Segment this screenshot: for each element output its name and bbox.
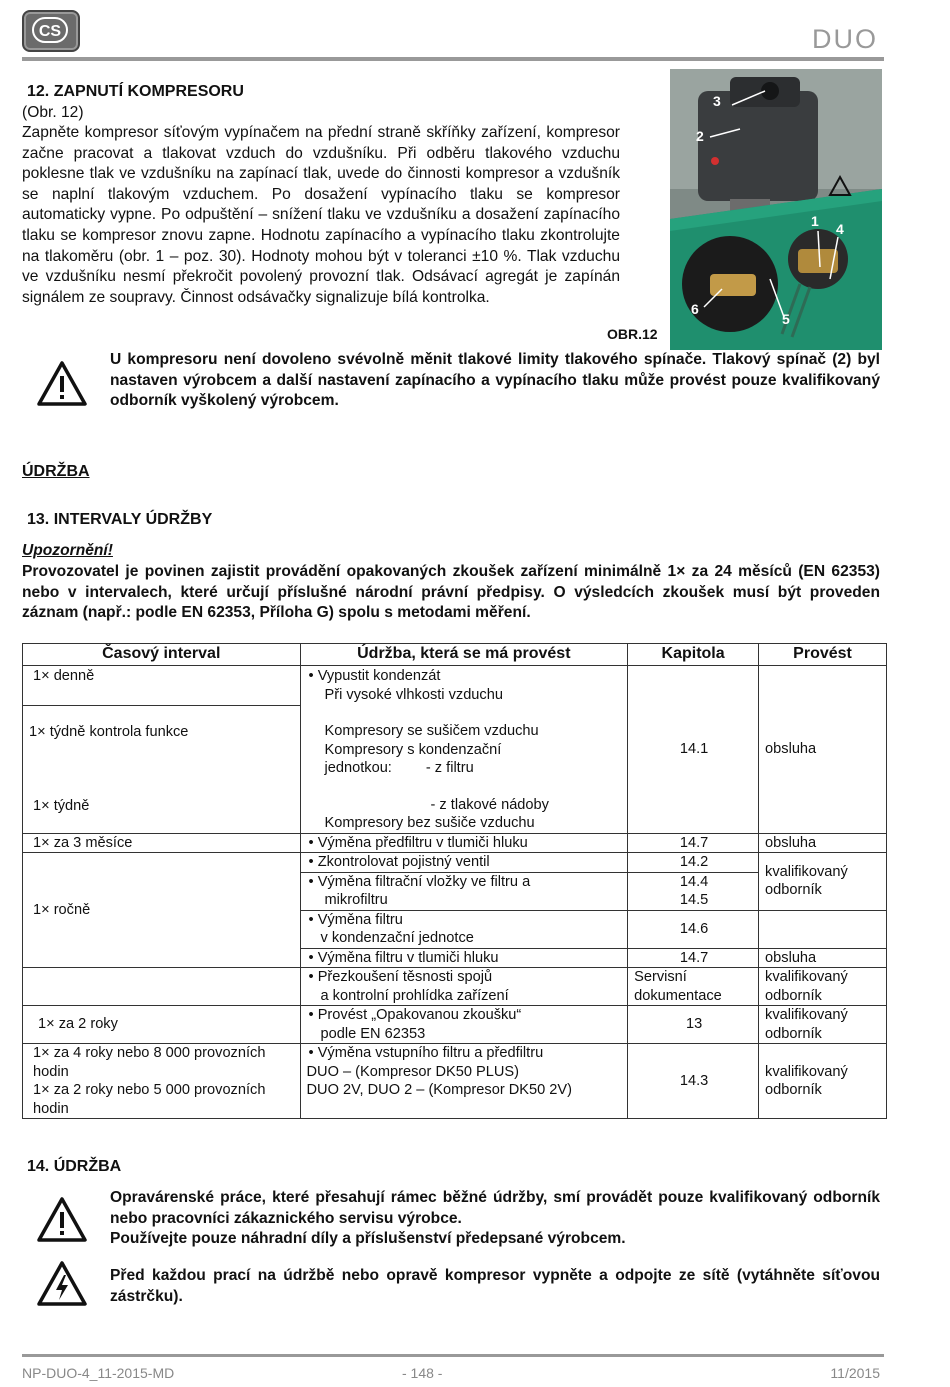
who-cell: obsluha <box>759 666 887 834</box>
chapter-cell: 14.7 <box>628 833 759 853</box>
task-cell: • Výměna filtru v tlumiči hluku <box>309 950 499 966</box>
task-cell: • Zkontrolovat pojistný ventil <box>309 854 490 870</box>
task-line: • Výměna filtrační vložky ve filtru a <box>309 873 624 892</box>
task-line: DUO – (Kompresor DK50 PLUS) <box>306 1063 520 1080</box>
callout-5: 5 <box>782 311 790 327</box>
table-row <box>23 833 887 853</box>
who-line: odborník <box>765 882 822 899</box>
who-line: kvalifikovaný <box>765 969 848 985</box>
task-line: • Výměna filtru <box>309 911 624 930</box>
section-14-warning-2: Před každou prací na údržbě nebo opravě kompresor vypněte a odpojte ze sítě (vytáhněte síťovou zástrčku). <box>110 1267 880 1305</box>
who-cell <box>759 1006 887 1044</box>
table-header-row <box>23 644 887 666</box>
interval-cell <box>23 1044 301 1119</box>
interval-cell-empty <box>23 968 301 1006</box>
task-line: podle EN 62353 <box>320 1025 426 1042</box>
chapter-line: dokumentace <box>634 987 722 1004</box>
section-14-title: 14. ÚDRŽBA <box>27 1158 122 1175</box>
task-with-condenser: Kompresory s kondenzační <box>324 741 502 758</box>
header-who: Provést <box>759 644 887 666</box>
who-line: kvalifikovaný <box>765 1007 848 1023</box>
table-row <box>23 1006 887 1044</box>
who-cell: obsluha <box>759 833 887 853</box>
task-with-dryer: Kompresory se sušičem vzduchu <box>324 723 539 739</box>
who-cell <box>759 968 887 1006</box>
who-line: kvalifikovaný <box>765 863 848 880</box>
chapter-cell: 14.1 <box>628 666 759 834</box>
callout-3: 3 <box>713 93 721 109</box>
warning-triangle-icon <box>37 1196 87 1242</box>
section-13-title: 13. INTERVALY ÚDRŽBY <box>27 511 213 528</box>
chapter-cell: 14.7 <box>628 948 759 968</box>
task-line: • Provést „Opakovanou zkoušku“ <box>309 1006 624 1025</box>
section-12-warning: U kompresoru není dovoleno svévolně měnit tlakové limity tlakového spínače. Tlakový spínač (2) byl nastaven výrobcem a další nastavení zapínacího a vypínacího tlaku může provést pouze kvalifikovaný odborník vyškolený výrobcem. <box>110 351 880 410</box>
header-rule <box>22 57 884 61</box>
notice-label: Upozornění! <box>22 542 113 559</box>
warning-triangle-icon <box>37 360 87 406</box>
who-cell <box>759 1044 887 1119</box>
table-row <box>23 853 887 873</box>
language-badge-label: CS <box>32 17 68 43</box>
task-line: mikrofiltru <box>324 892 388 908</box>
chapter-cell <box>628 872 759 910</box>
task-line: • Přezkoušení těsnosti spojů <box>309 968 624 987</box>
task-line: DUO 2V, DUO 2 – (Kompresor DK50 2V) <box>306 1082 573 1098</box>
section-14-warning-1: Opravárenské práce, které přesahují rámec běžné údržby, smí provádět pouze kvalifikovaný odborník nebo pracovníci zákaznického servisu výrobce. <box>110 1189 880 1227</box>
task-cell: • Výměna předfiltru v tlumiči hluku <box>309 835 528 851</box>
chapter-cell: 14.3 <box>628 1044 759 1119</box>
task-line: • Výměna vstupního filtru a předfiltru <box>307 1044 624 1063</box>
task-cell <box>300 968 628 1006</box>
notice-text: Provozovatel je povinen zajistit provádění opakovaných zkoušek zařízení minimálně 1× za 24 měsíců (EN 62353) nebo v intervalech, které určují příslušné národní právní předpisy. O výsledcích zkoušek musí být proveden záznam (např.: podle EN 62353, Příloha G) spolu s metodami měření. <box>22 563 880 622</box>
chapter-line: 14.5 <box>679 892 709 908</box>
header-interval: Časový interval <box>23 644 301 666</box>
who-line: odborník <box>765 1082 822 1098</box>
table-row <box>23 666 887 834</box>
who-line: odborník <box>765 987 822 1004</box>
who-line: odborník <box>765 1025 822 1042</box>
chapter-cell: 14.6 <box>628 910 759 948</box>
chapter-cell <box>628 968 759 1006</box>
section-12-title: 12. ZAPNUTÍ KOMPRESORU <box>27 83 244 100</box>
who-line: kvalifikovaný <box>765 1063 848 1080</box>
interval-weekly-check: 1× týdně kontrola funkce <box>29 724 189 740</box>
maintenance-heading: ÚDRŽBA <box>22 463 90 480</box>
table-row <box>23 1044 887 1119</box>
task-from-tank: - z tlakové nádoby <box>430 796 549 813</box>
interval-line: 1× za 2 roky nebo 5 000 provozních <box>33 1082 266 1098</box>
task-cell <box>300 1044 628 1119</box>
chapter-cell: 14.2 <box>628 853 759 873</box>
interval-line: 1× za 4 roky nebo 8 000 provozních <box>33 1045 266 1061</box>
task-from-filter: - z filtru <box>425 760 474 776</box>
maintenance-intervals-table <box>22 643 887 1119</box>
chapter-line: Servisní <box>634 969 687 985</box>
figure-12-photo <box>670 69 882 350</box>
interval-cell <box>23 666 301 834</box>
task-high-humidity: Při vysoké vlhkosti vzduchu <box>324 686 503 703</box>
task-cell <box>300 1006 628 1044</box>
callout-6: 6 <box>691 301 699 317</box>
task-drain-condensate: • Vypustit kondenzát <box>309 667 628 686</box>
chapter-line: 14.4 <box>679 873 709 890</box>
model-name: DUO <box>812 24 878 54</box>
section-14-warning-parts: Používejte pouze náhradní díly a příslušenství předepsané výrobcem. <box>110 1230 626 1247</box>
header-task: Údržba, která se má provést <box>300 644 628 666</box>
task-unit-label: jednotkou: <box>324 760 392 776</box>
who-cell-empty <box>759 910 887 948</box>
footer-rule <box>22 1354 884 1357</box>
language-badge <box>22 10 80 52</box>
header-chapter: Kapitola <box>628 644 759 666</box>
task-cell <box>300 872 628 910</box>
table-row <box>23 968 887 1006</box>
compressor-photo-illustration <box>670 69 882 350</box>
footer-doc-id: NP-DUO-4_11-2015-MD <box>22 1365 175 1381</box>
interval-line: hodin <box>33 1100 69 1117</box>
section-12-figure-ref: (Obr. 12) <box>22 104 84 121</box>
figure-12-label: OBR.12 <box>607 326 658 342</box>
callout-4: 4 <box>836 221 844 237</box>
section-12-body: Zapněte kompresor síťovým vypínačem na přední straně skříňky zařízení, kompresor začne pracovat a tlakovat vzduch do vzdušníku. Při odběru tlakového vzduchu poklesne tlak ve vzdušníku na zapínací tlak, uvede do činnosti kompresor a vzdušník se naplní tlakovým vzduchem. Po dosažení vypínacího tlaku se kompresor automaticky vypne. Po odpuštění – snížení tlaku ve vzdušníku a dosažení zapínacího tlaku se kompresor znovu zapne. Hodnotu zapínacího a vypínacího tlaku zkontrolujte na tlakoměru (obr. 1 – poz. 30). Hodnoty mohou být v toleranci ±10 %. Tlak vzduchu ve vzdušníku nesmí překročit povolený provozní tlak. Odsávací agregát je zapínán signálem ze soupravy. Činnost odsávačky signalizuje bílá kontrolka. <box>22 124 620 306</box>
interval-cell: 1× za 2 roky <box>23 1006 301 1044</box>
interval-cell: 1× ročně <box>23 853 301 968</box>
task-line: v kondenzační jednotce <box>320 930 474 946</box>
callout-2: 2 <box>696 128 704 144</box>
interval-cell: 1× za 3 měsíce <box>23 833 301 853</box>
task-cell <box>300 910 628 948</box>
interval-weekly: 1× týdně <box>33 797 90 814</box>
task-without-dryer: Kompresory bez sušiče vzduchu <box>324 815 535 831</box>
footer-date: 11/2015 <box>830 1365 880 1381</box>
callout-1: 1 <box>811 213 819 229</box>
who-cell: obsluha <box>759 948 887 968</box>
interval-daily: 1× denně <box>23 666 300 706</box>
who-cell <box>759 853 887 911</box>
interval-line: hodin <box>33 1063 69 1080</box>
task-cell <box>300 666 628 834</box>
electric-hazard-icon <box>37 1260 87 1306</box>
chapter-cell: 13 <box>628 1006 759 1044</box>
task-line: a kontrolní prohlídka zařízení <box>320 987 509 1004</box>
footer-page-number: - 148 - <box>402 1365 443 1381</box>
